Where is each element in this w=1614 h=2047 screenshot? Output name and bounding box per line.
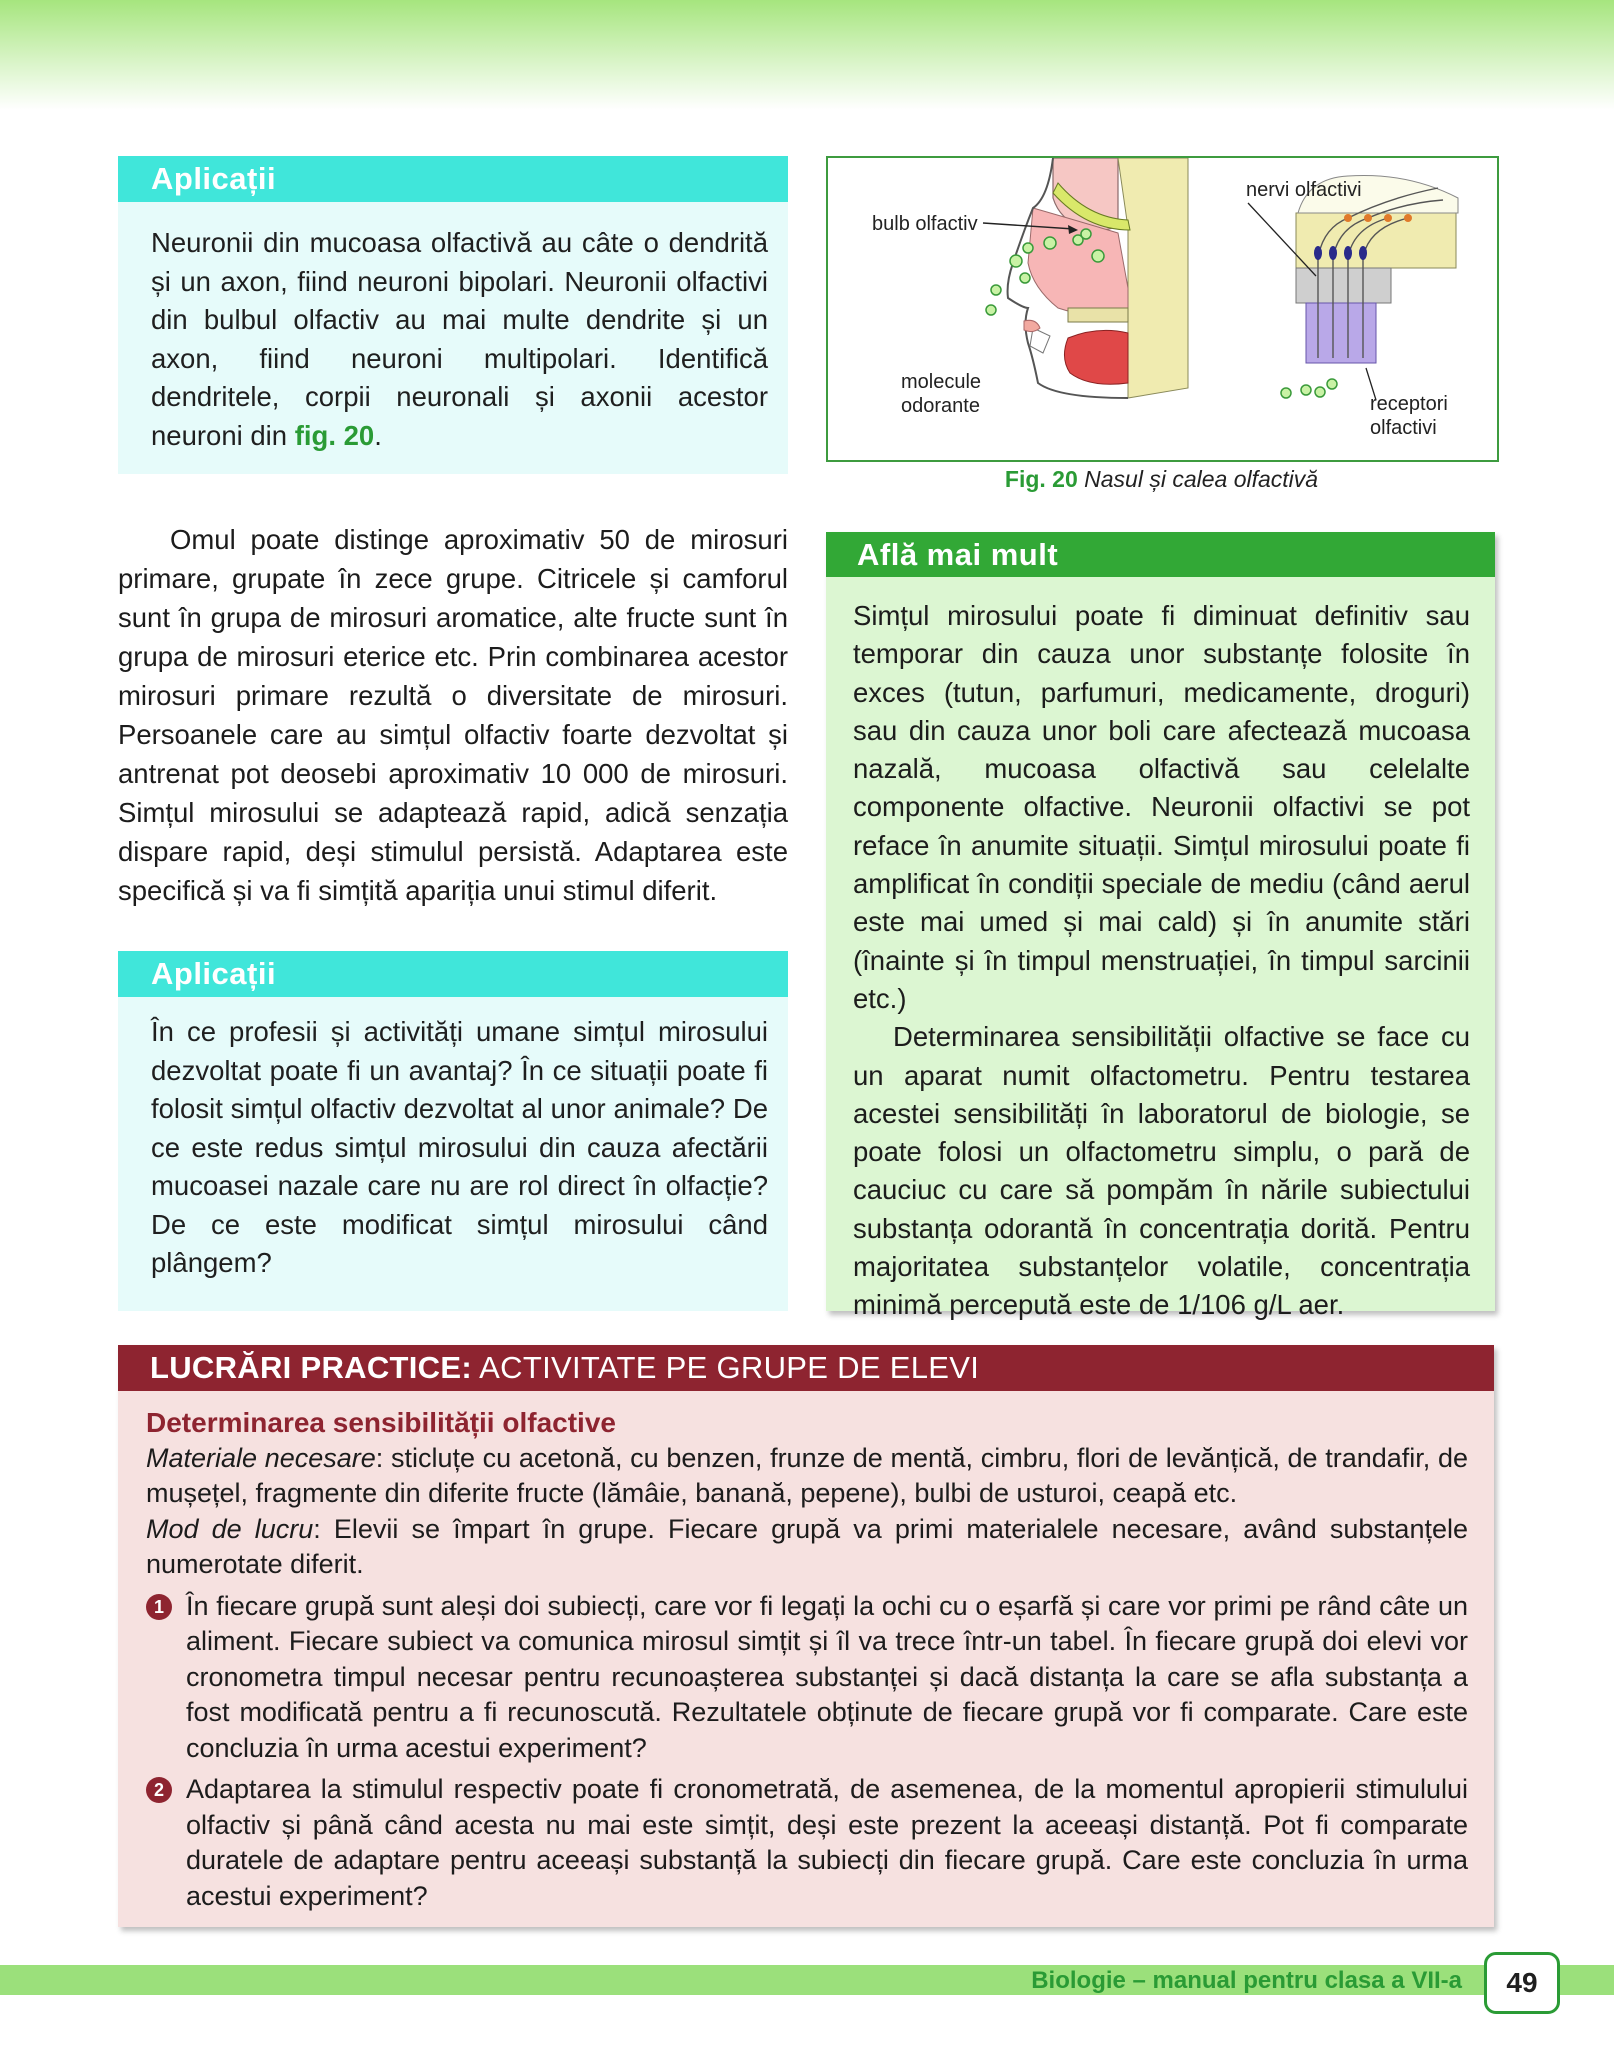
- lips: [1024, 320, 1040, 331]
- aplicatii-text-1-main: Neuronii din mucoasa olfactivă au câte o dendrită și un axon, fiind neuroni bipolari. Neuronii olfactivi din bulbul olfactiv au mai multe dendrite și un axon, fiind neuroni multipolari. Identifică dendritele, corpii neuronali și axonii acestor neuroni din: [151, 227, 768, 451]
- detail-epithelium: [1306, 303, 1376, 363]
- label-nerves: nervi olfactivi: [1246, 179, 1362, 201]
- aplicatii-title-2: Aplicații: [118, 951, 788, 997]
- aplicatii-text-1: [118, 202, 788, 469]
- lp-step-1: [146, 1589, 1468, 1767]
- lp-step-1-text: În fiecare grupă sunt aleși doi subiecți, care vor fi legați la ochi cu o eșarfă și care vor primi pe rând câte un aliment. Fiecare subiect va comunica mirosul simțit și îl va trece într-un tabel. În fiecare grupă doi elevi vor cronometra timpul necesar pentru recunoașterea substanței și dacă distanța la care se afla substanța a fost modificată pentru a fi recunoscută. Rezultatele obținute de fiecare grupă vor fi comparate. Care este concluzia în urma acestui experiment?: [186, 1590, 1468, 1763]
- detail-cribriform-plate: [1296, 268, 1391, 303]
- lp-title-rest: ACTIVITATE PE GRUPE DE ELEVI: [471, 1350, 980, 1385]
- lp-materials-text: : sticluțe cu acetonă, cu benzen, frunze de mentă, cimbru, flori de levănțică, de trandafir, de mușețel, fragmente din diferite fructe (lămâie, banană, pepene), bulbi de usturoi, ceapă etc.: [146, 1442, 1468, 1508]
- aplicatii-box-1: [118, 156, 788, 474]
- lp-mode-text: : Elevii se împart în grupe. Fiecare grupă va primi materialele necesare, având substanțele numerotate diferit.: [146, 1513, 1468, 1579]
- detail-bulb-region: [1296, 213, 1456, 268]
- figure-caption: [826, 466, 1497, 493]
- lp-mode-label: Mod de lucru: [146, 1513, 314, 1544]
- figure-20-nose-olfactory-path: [826, 156, 1499, 462]
- aplicatii-text-2: În ce profesii și activități umane simțul mirosului dezvoltat poate fi un avantaj? În ce situații poate fi folosit simțul olfactiv dezvoltat al unor animale? De ce este redus simțul mirosului din cauza afectării mucoasei nazale care nu are rol direct în olfacție? De ce este modificat simțul mirosului când plângem?: [151, 1016, 768, 1278]
- afla-body: [826, 577, 1495, 1325]
- lp-title-bold: LUCRĂRI PRACTICE:: [150, 1350, 472, 1385]
- label-receptors-2: olfactivi: [1370, 417, 1437, 439]
- afla-title: Află mai mult: [826, 532, 1495, 577]
- figure-number: Fig. 20: [1004, 466, 1078, 492]
- label-receptors-1: receptori: [1370, 393, 1448, 415]
- figure-reference: fig. 20: [294, 419, 375, 451]
- step-number-badge: 2: [146, 1777, 172, 1803]
- top-gradient-band: [0, 0, 1614, 110]
- lp-title: [118, 1345, 1494, 1391]
- aplicatii-title-1: Aplicații: [118, 156, 788, 202]
- afla-mai-mult-box: [826, 532, 1495, 1321]
- footer-book-title: Biologie – manual pentru clasa a VII-a: [1031, 1967, 1462, 1994]
- lp-materials-label: Materiale necesare: [146, 1442, 376, 1473]
- figure-caption-text: Nasul și calea olfactivă: [1077, 466, 1319, 492]
- lp-mode: [146, 1512, 1468, 1583]
- page-number: 49: [1484, 1952, 1560, 2014]
- lp-body: [118, 1391, 1494, 1914]
- afla-paragraph-2: Determinarea sensibilității olfactive se face cu un aparat numit olfactometru. Pentru testarea acestei sensibilități în laboratorul de biologie, se poate folosi un olfactometru simplu, o pară de cauciuc cu care să pompăm în nările subiectului substanța odorantă în concentrația dorită. Pentru majoritatea substanțelor volatile, concentrația minimă percepută este de 1/106 g/L aer.: [853, 1021, 1470, 1321]
- lp-step-2: [146, 1772, 1468, 1914]
- lucrari-practice-box: [118, 1345, 1494, 1927]
- label-bulb: bulb olfactiv: [872, 213, 978, 235]
- tongue: [1064, 330, 1128, 384]
- step-number-badge: 1: [146, 1594, 172, 1620]
- lp-materials: [146, 1441, 1468, 1512]
- lp-step-2-text: Adaptarea la stimulul respectiv poate fi cronometrată, de asemenea, de la momentul apropierii stimulului olfactiv și până când acesta nu mai este simțit, deși este prezent la aceeași distanță. Pot fi comparate duratele de adaptare pentru aceeași substanță la subiecți din fiecare grupă. Care este concluzia în urma acestui experiment?: [186, 1774, 1468, 1911]
- detail-odor-molecules: [1281, 379, 1337, 398]
- aplicatii-text-1-end: .: [374, 419, 382, 451]
- afla-paragraph-1: Simțul mirosului poate fi diminuat definitiv sau temporar din cauza unor substanțe folosite în exces (tutun, parfumuri, medicamente, droguri) sau din cauza unor boli care afectează mucoasa nazală, mucoasa olfactivă sau celelalte componente olfactive. Neuronii olfactivi se pot reface în anumite situații. Simțul mirosului poate fi amplificat în condiții speciale de mediu (când aerul este mai umed și mai cald) și în anumite stări (înainte și în timpul menstruației, în timpul sarcinii etc.): [853, 600, 1470, 1014]
- lp-subtitle: Determinarea sensibilității olfactive: [146, 1407, 616, 1438]
- palate: [1068, 308, 1128, 322]
- label-molecules-1: molecule: [901, 371, 982, 393]
- label-molecules-2: odorante: [901, 395, 980, 417]
- aplicatii-box-2: [118, 951, 788, 1311]
- main-paragraph: Omul poate distinge aproximativ 50 de mirosuri primare, grupate în zece grupe. Citricele și camforul sunt în grupa de mirosuri aromatice, alte fructe sunt în grupa de mirosuri eterice etc. Prin combinarea acestor mirosuri primare rezultă o diversitate de mirosuri. Persoanele care au simțul olfactiv foarte dezvoltat și antrenat pot deosebi aproximativ 10 000 de mirosuri. Simțul mirosului se adaptează rapid, adică senzația dispare rapid, deși stimulul persistă. Adaptarea este specifică și va fi simțită apariția unui stimul diferit.: [118, 524, 788, 906]
